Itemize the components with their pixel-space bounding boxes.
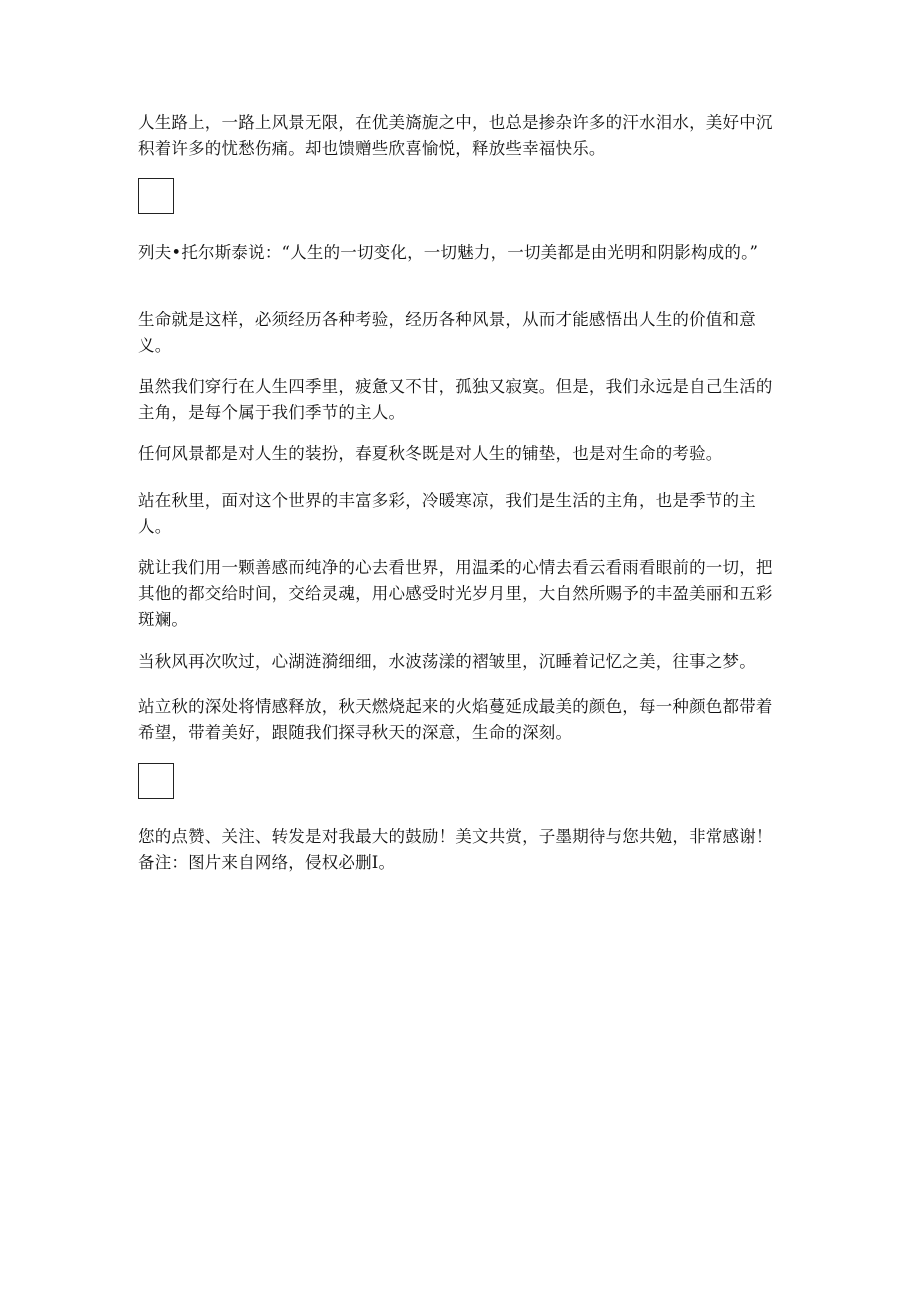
paragraph-10: 您的点赞、关注、转发是对我最大的鼓励！美文共赏，子墨期待与您共勉，非常感谢！备注：图片来自网络，侵权必删I。 [138,827,773,872]
paragraph-2: 列夫•托尔斯泰说：“人生的一切变化，一切魅力，一切美都是由光明和阴影构成的。” [138,243,759,262]
paragraph-5: 任何风景都是对人生的装扮，春夏秋冬既是对人生的铺垫，也是对生命的考验。 [138,444,723,463]
image-placeholder-1 [138,178,174,214]
paragraph-8: 当秋风再次吹过，心湖涟漪细细，水波荡漾的褶皱里，沉睡着记忆之美，往事之梦。 [138,652,756,671]
paragraph-7: 就让我们用一颗善感而纯净的心去看世界，用温柔的心情去看云看雨看眼前的一切，把其他的都交给时间，交给灵魂，用心感受时光岁月里，大自然所赐予的丰盈美丽和五彩斑斓。 [138,558,773,629]
paragraph-1: 人生路上，一路上风景无限，在优美旖旎之中，也总是掺杂许多的汗水泪水，美好中沉积着许多的忧愁伤痛。却也馈赠些欣喜愉悦，释放些幸福快乐。 [138,113,773,158]
paragraph-9: 站立秋的深处将情感释放，秋天燃烧起来的火焰蔓延成最美的颜色，每一种颜色都带着希望，带着美好，跟随我们探寻秋天的深意，生命的深刻。 [138,697,773,742]
paragraph-3: 生命就是这样，必须经历各种考验，经历各种风景，从而才能感悟出人生的价值和意义。 [138,310,756,355]
paragraph-4: 虽然我们穿行在人生四季里，疲惫又不甘，孤独又寂寞。但是，我们永远是自己生活的主角，是每个属于我们季节的主人。 [138,377,773,422]
paragraph-6: 站在秋里，面对这个世界的丰富多彩，冷暖寒凉，我们是生活的主角，也是季节的主人。 [138,491,756,536]
image-placeholder-2 [138,763,174,799]
